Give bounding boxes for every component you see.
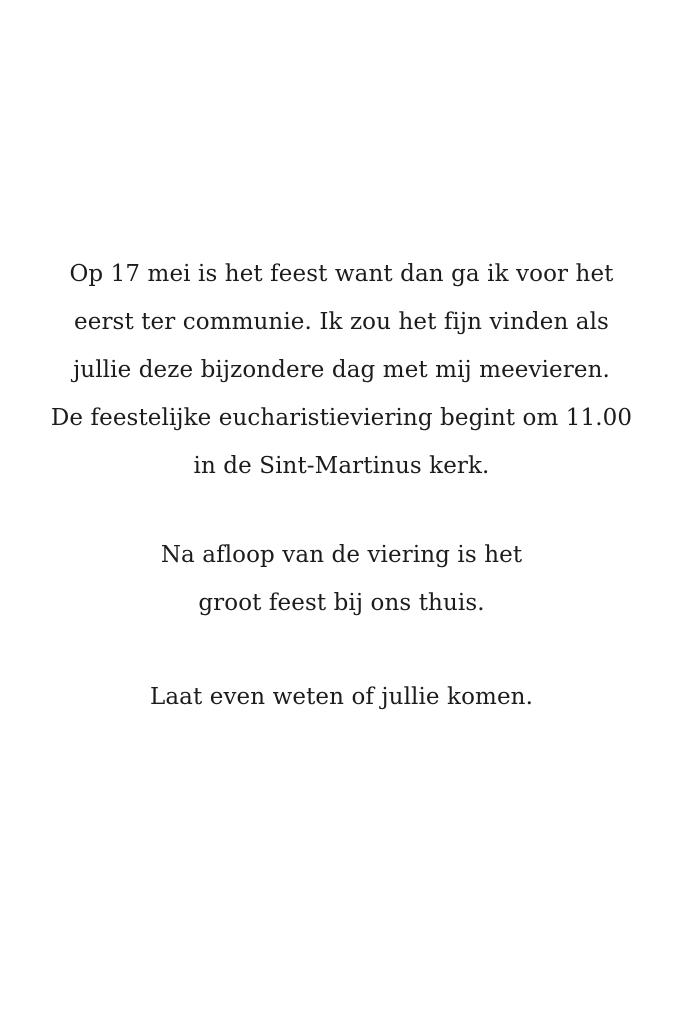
text-line: in de Sint-Martinus kerk. [193,453,490,479]
paragraph-communion-announcement [20,250,663,490]
paragraph-celebration [20,531,663,627]
text-line: Laat even weten of jullie komen. [149,684,533,710]
text-line: Op 17 mei is het feest want dan ga ik voor het [69,261,614,287]
text-line: eerst ter communie. Ik zou het fijn vinden als [74,309,609,335]
text-line: jullie deze bijzondere dag met mij meevieren. [73,357,610,383]
paragraph-rsvp [20,673,663,721]
text-line: De feestelijke eucharistieviering begint om 11.00 [50,405,633,431]
text-line: Na afloop van de viering is het [160,542,523,568]
text-line: groot feest bij ons thuis. [198,590,485,616]
